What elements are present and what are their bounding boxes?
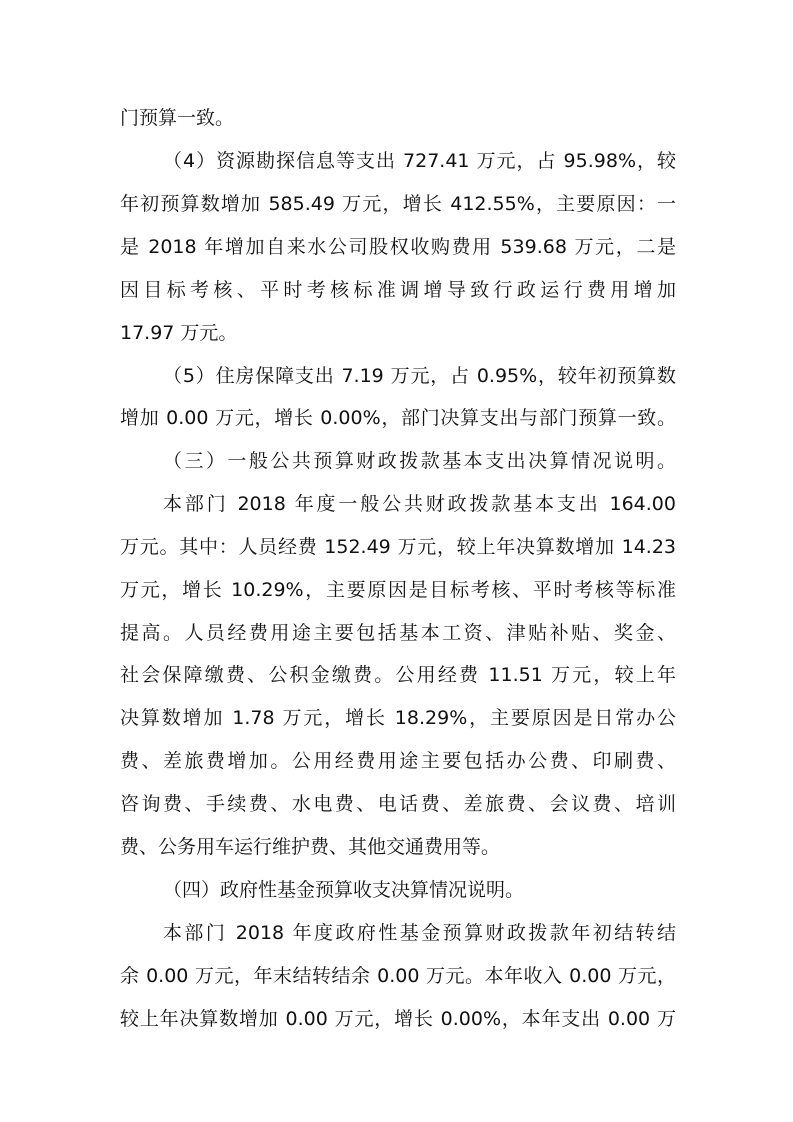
text-line: 门预算一致。 xyxy=(120,107,235,129)
text-line: 余 0.00 万元，年末结转结余 0.00 万元。本年收入 0.00 万元， xyxy=(120,965,676,987)
text-line: 费、差旅费增加。公用经费用途主要包括办公费、印刷费、 xyxy=(120,750,676,772)
section-heading: （三）一般公共预算财政拨款基本支出决算情况说明。 xyxy=(163,450,676,472)
text-line: 因目标考核、平时考核标准调增导致行政运行费用增加 xyxy=(120,279,676,301)
text-line: 决算数增加 1.78 万元，增长 18.29%，主要原因是日常办公 xyxy=(120,707,676,729)
text-line: 本部门 2018 年度一般公共财政拨款基本支出 164.00 xyxy=(163,493,676,515)
text-line: 万元，增长 10.29%，主要原因是目标考核、平时考核等标准 xyxy=(120,579,676,601)
text-line: 是 2018 年增加自来水公司股权收购费用 539.68 万元，二是 xyxy=(120,236,676,258)
text-line: 社会保障缴费、公积金缴费。公用经费 11.51 万元，较上年 xyxy=(120,664,676,686)
text-line: 增加 0.00 万元，增长 0.00%，部门决算支出与部门预算一致。 xyxy=(120,407,676,429)
text-line: 万元。其中：人员经费 152.49 万元，较上年决算数增加 14.23 xyxy=(120,536,676,558)
text-line: （5）住房保障支出 7.19 万元，占 0.95%，较年初预算数 xyxy=(163,365,676,387)
section-heading: （四）政府性基金预算收支决算情况说明。 xyxy=(163,879,525,901)
text-line: 年初预算数增加 585.49 万元，增长 412.55%，主要原因：一 xyxy=(120,193,676,215)
text-line: 17.97 万元。 xyxy=(120,322,238,344)
text-line: 较上年决算数增加 0.00 万元，增长 0.00%，本年支出 0.00 万 xyxy=(120,1008,676,1030)
text-line: 费、公务用车运行维护费、其他交通费用等。 xyxy=(120,836,501,858)
text-line: 提高。人员经费用途主要包括基本工资、津贴补贴、奖金、 xyxy=(120,622,676,644)
text-line: 本部门 2018 年度政府性基金预算财政拨款年初结转结 xyxy=(163,922,676,944)
text-line: （4）资源勘探信息等支出 727.41 万元，占 95.98%，较 xyxy=(163,150,676,172)
text-line: 咨询费、手续费、水电费、电话费、差旅费、会议费、培训 xyxy=(120,793,676,815)
